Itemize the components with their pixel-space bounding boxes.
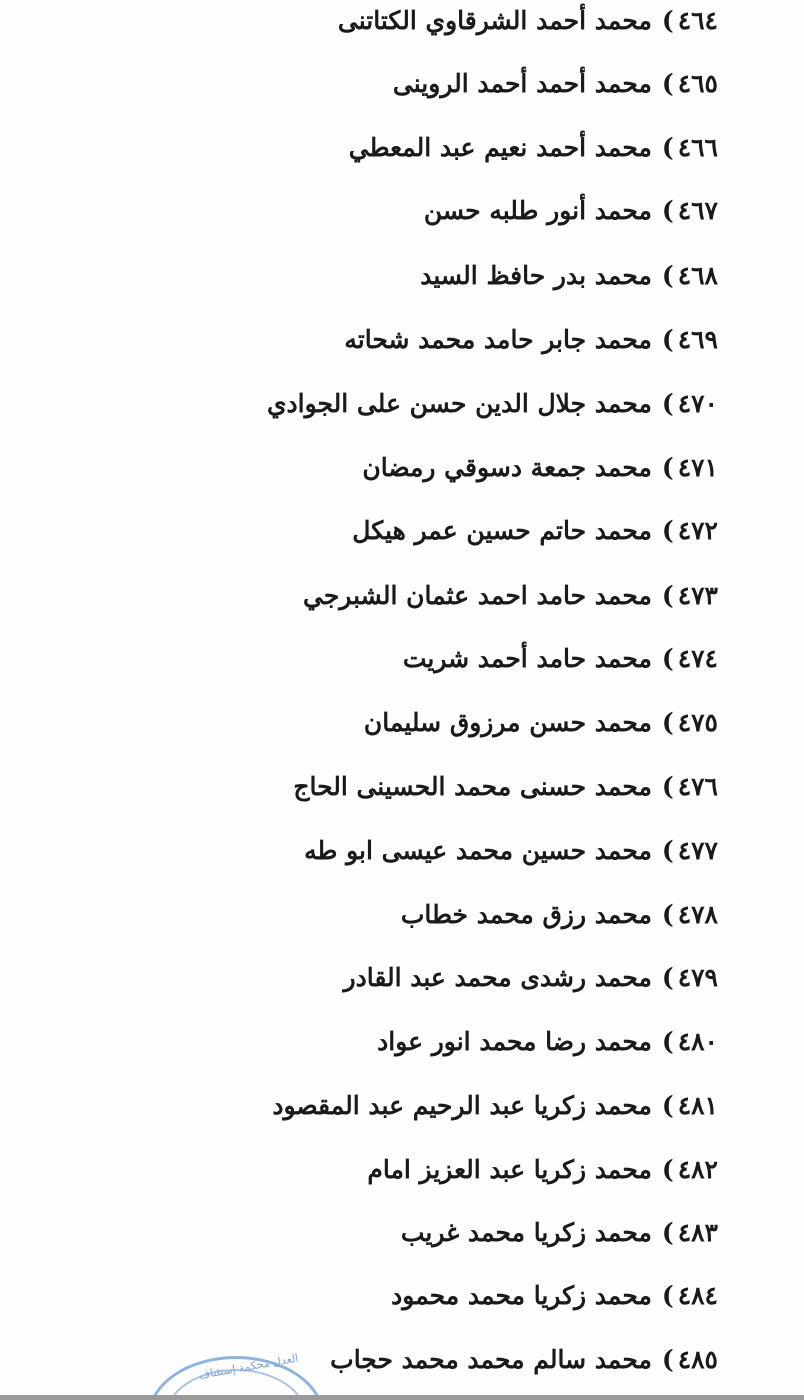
entry-number: ٤٨٥ [677, 1345, 718, 1374]
list-item: ٤٦٧)محمد أنور طلبه حسن [423, 196, 718, 225]
entry-number: ٤٧٥ [677, 708, 718, 737]
list-item: ٤٦٩)محمد جابر حامد محمد شحاته [344, 325, 718, 354]
entry-name: محمد رضا محمد انور عواد [377, 1027, 652, 1056]
entry-name: محمد زكريا عبد العزيز امام [367, 1155, 652, 1184]
entry-name: محمد سالم محمد محمد حجاب [330, 1345, 652, 1374]
entry-name: محمد حسنى محمد الحسينى الحاج [293, 772, 652, 801]
official-stamp [148, 1351, 324, 1400]
list-item: ٤٦٦)محمد أحمد نعيم عبد المعطي [348, 133, 718, 162]
list-item: ٤٨٥)محمد سالم محمد محمد حجاب [330, 1345, 718, 1374]
entry-number: ٤٧٧ [677, 836, 718, 865]
entry-name: محمد أحمد الشرقاوي الكتاتنى [337, 6, 652, 35]
entry-number: ٤٦٦ [677, 133, 718, 162]
entry-number: ٤٧٢ [677, 516, 718, 545]
entry-number: ٤٦٤ [677, 6, 718, 35]
entry-number: ٤٨٤ [677, 1281, 718, 1310]
scan-edge-divider [0, 1395, 804, 1400]
list-item: ٤٦٤)محمد أحمد الشرقاوي الكتاتنى [337, 6, 718, 35]
entry-name: محمد زكريا محمد محمود [391, 1281, 652, 1310]
entry-number: ٤٨٢ [677, 1155, 718, 1184]
entry-name: محمد حسين محمد عيسى ابو طه [304, 836, 652, 865]
entry-number: ٤٨١ [677, 1091, 718, 1120]
list-item: ٤٧٥)محمد حسن مرزوق سليمان [363, 708, 718, 737]
list-item: ٤٨٠)محمد رضا محمد انور عواد [377, 1027, 718, 1056]
list-item: ٤٧٩)محمد رشدى محمد عبد القادر [343, 963, 718, 992]
list-item: ٤٧٨)محمد رزق محمد خطاب [400, 900, 718, 929]
list-item: ٤٦٥)محمد أحمد أحمد الروينى [392, 69, 718, 98]
entry-name: محمد حسن مرزوق سليمان [363, 708, 652, 737]
entry-name: محمد زكريا عبد الرحيم عبد المقصود [272, 1091, 652, 1120]
entry-number: ٤٦٧ [677, 196, 718, 225]
entry-number: ٤٧٤ [677, 644, 718, 673]
entry-name: محمد جلال الدين حسن على الجوادي [266, 389, 652, 418]
entry-number: ٤٧٨ [677, 900, 718, 929]
entry-number: ٤٨٣ [677, 1218, 718, 1247]
entry-name: محمد أحمد أحمد الروينى [392, 69, 652, 98]
entry-name: محمد أحمد نعيم عبد المعطي [348, 133, 652, 162]
entry-number: ٤٧٦ [677, 772, 718, 801]
list-item: ٤٧٧)محمد حسين محمد عيسى ابو طه [304, 836, 718, 865]
list-item: ٤٧٤)محمد حامد أحمد شريت [402, 644, 718, 673]
entry-number: ٤٦٥ [677, 69, 718, 98]
entry-number: ٤٦٨ [677, 261, 718, 290]
list-item: ٤٨٣)محمد زكريا محمد غريب [400, 1218, 718, 1247]
entry-number: ٤٧٩ [677, 963, 718, 992]
list-item: ٤٧٣)محمد حامد احمد عثمان الشبرجي [302, 581, 718, 610]
entry-number: ٤٦٩ [677, 325, 718, 354]
list-item: ٤٧٦)محمد حسنى محمد الحسينى الحاج [293, 772, 718, 801]
list-item: ٤٨١)محمد زكريا عبد الرحيم عبد المقصود [272, 1091, 718, 1120]
list-item: ٤٧٠)محمد جلال الدين حسن على الجوادي [266, 389, 718, 418]
entry-number: ٤٧١ [677, 453, 718, 482]
entry-name: محمد حامد أحمد شريت [402, 644, 652, 673]
entry-name: محمد زكريا محمد غريب [400, 1218, 652, 1247]
list-item: ٤٧٢)محمد حاتم حسين عمر هيكل [352, 516, 718, 545]
entry-name: محمد حامد احمد عثمان الشبرجي [302, 581, 652, 610]
entry-name: محمد بدر حافظ السيد [420, 261, 652, 290]
entry-name: محمد رشدى محمد عبد القادر [343, 963, 652, 992]
list-item: ٤٧١)محمد جمعة دسوقي رمضان [362, 453, 718, 482]
entry-name: محمد رزق محمد خطاب [400, 900, 652, 929]
entry-number: ٤٧٠ [677, 389, 718, 418]
entry-name: محمد جمعة دسوقي رمضان [362, 453, 652, 482]
stamp-text: العدل محكمة إستئناف [197, 1351, 300, 1382]
entry-name: محمد حاتم حسين عمر هيكل [352, 516, 652, 545]
entry-number: ٤٧٣ [677, 581, 718, 610]
entry-name: محمد جابر حامد محمد شحاته [344, 325, 652, 354]
list-item: ٤٨٢)محمد زكريا عبد العزيز امام [367, 1155, 718, 1184]
entry-number: ٤٨٠ [677, 1027, 718, 1056]
entry-name: محمد أنور طلبه حسن [423, 196, 652, 225]
list-item: ٤٨٤)محمد زكريا محمد محمود [391, 1281, 718, 1310]
list-item: ٤٦٨)محمد بدر حافظ السيد [420, 261, 718, 290]
